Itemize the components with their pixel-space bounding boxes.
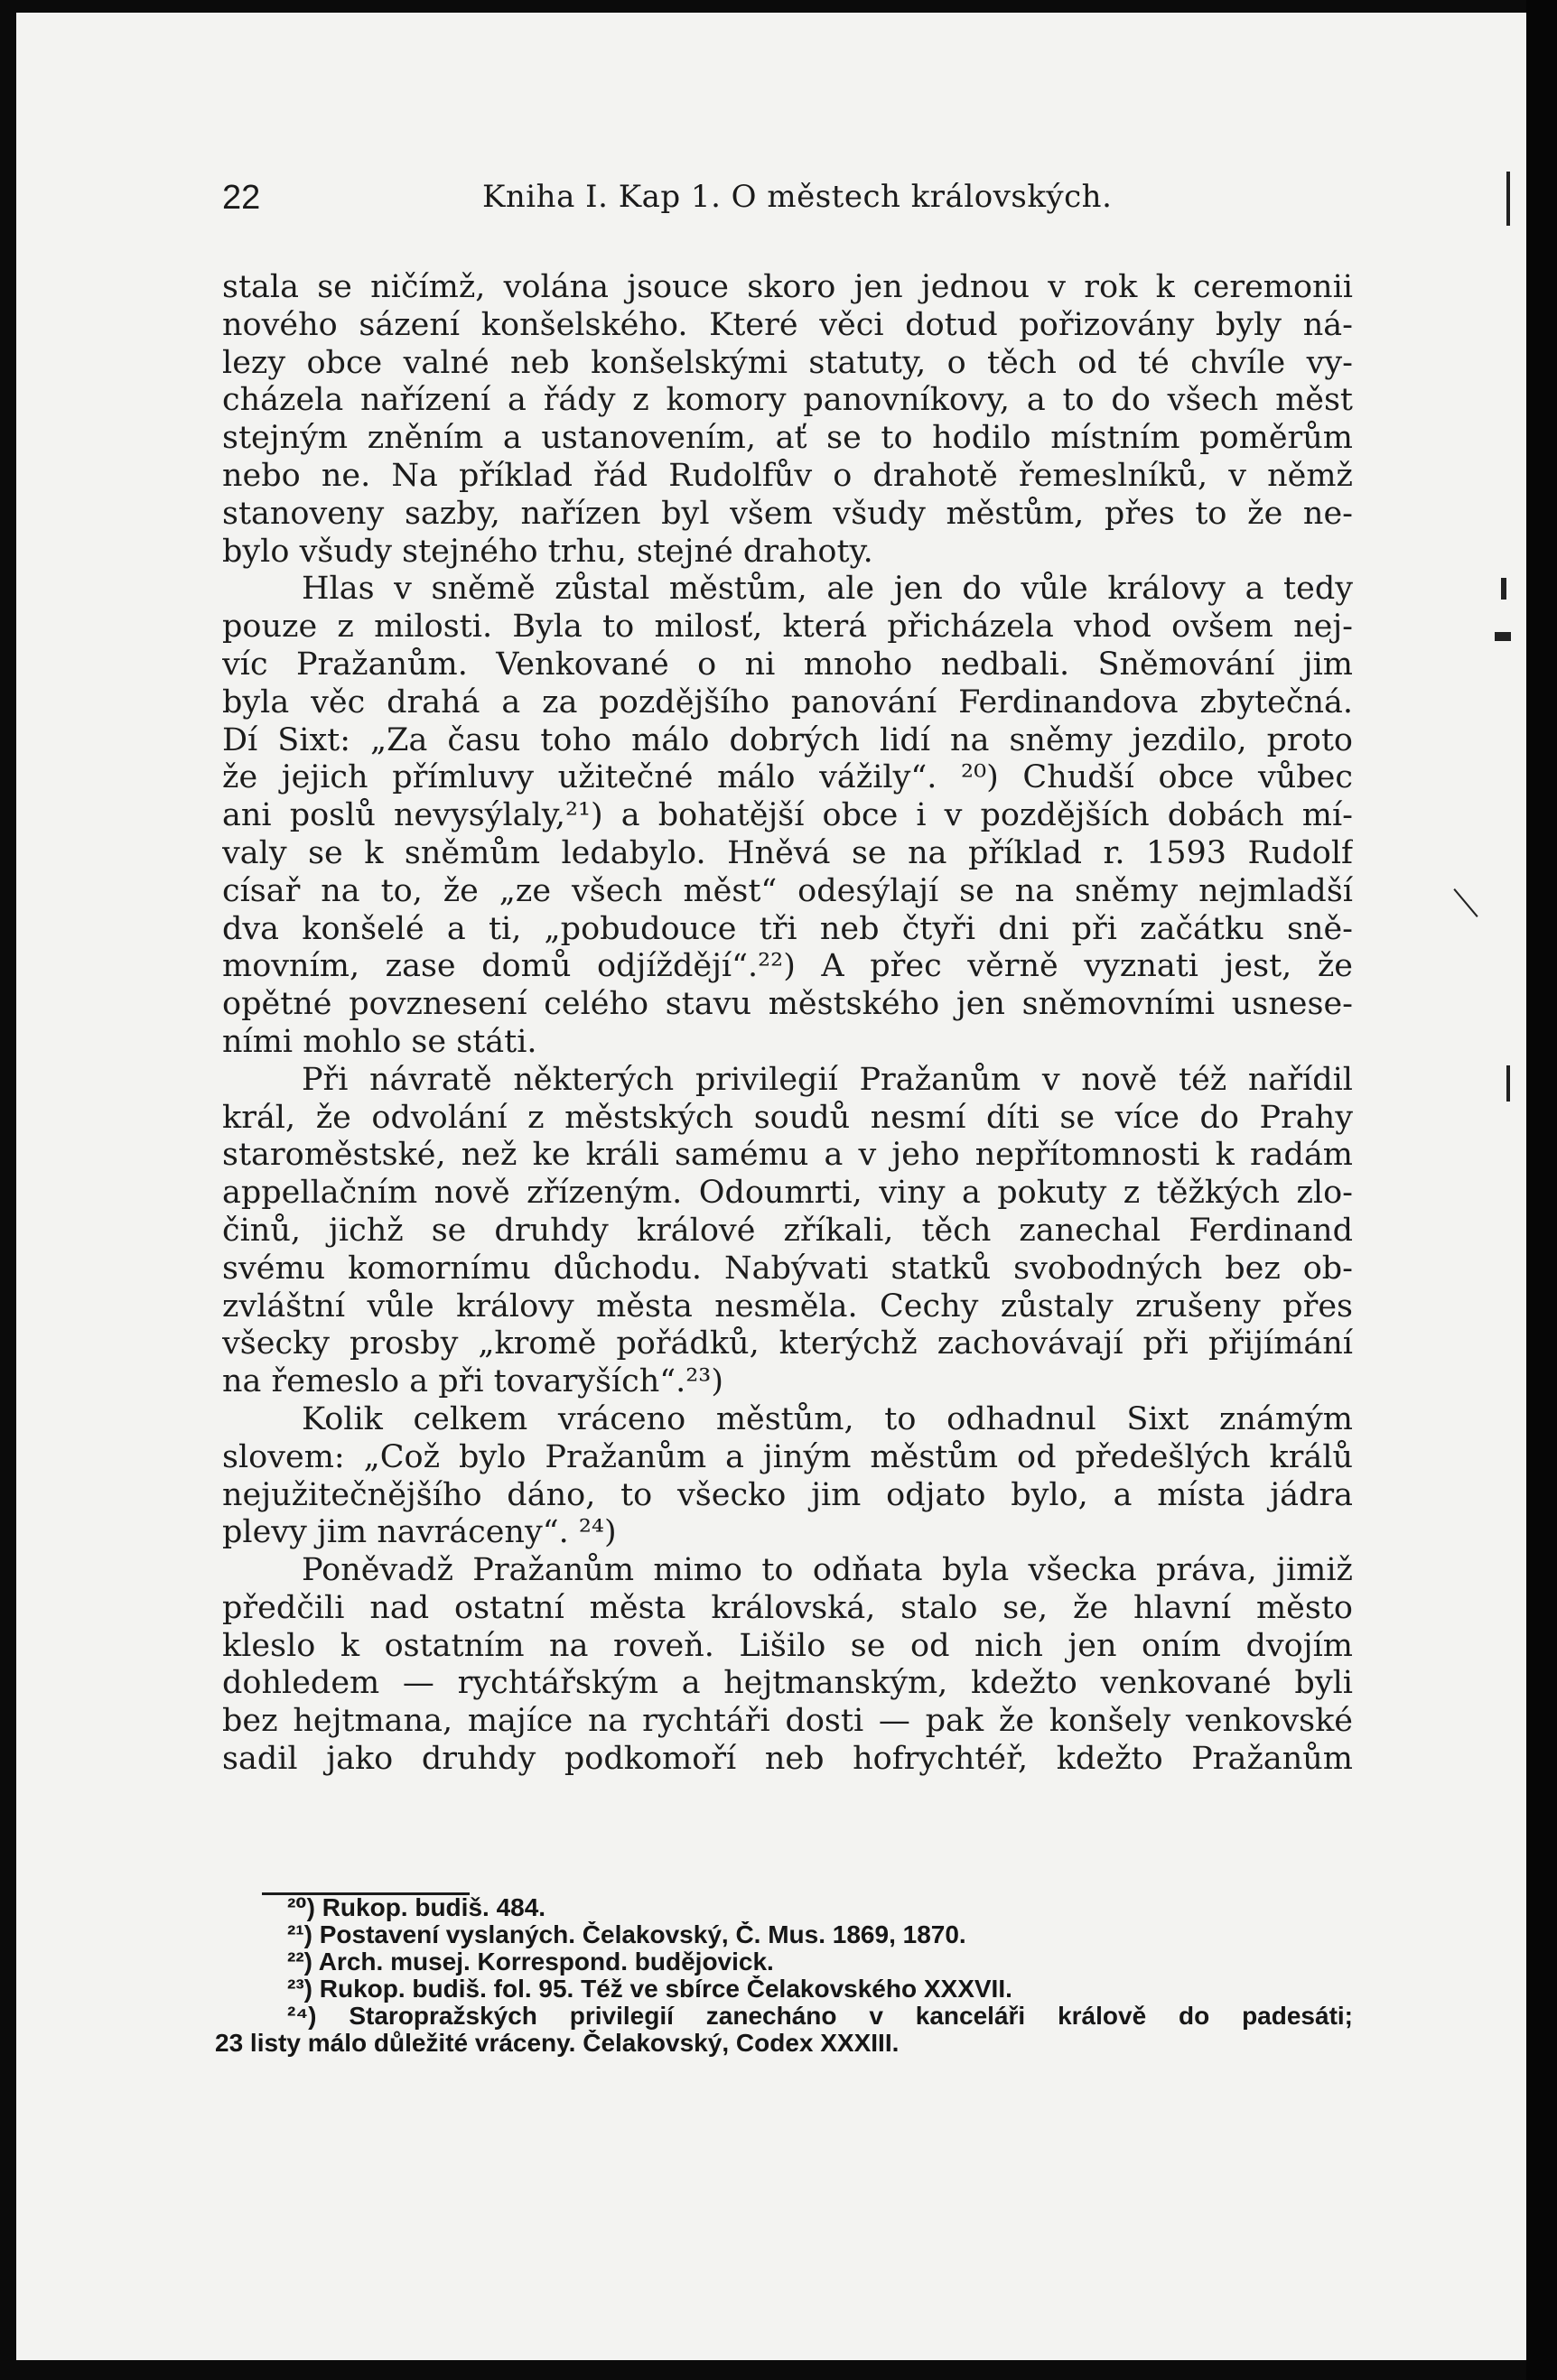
footnote-continuation: 23 listy málo důležité vráceny. Čelakovský, Codex XXXIII. bbox=[215, 2030, 900, 2057]
text-line: že jejich přímluvy užitečné málo vážily“. ²⁰) Chudší obce vůbec bbox=[222, 759, 1353, 796]
text-line: všecky prosby „kromě pořádků, kterýchž zachovávají při přijímání bbox=[222, 1325, 1353, 1362]
text-line: bylo všudy stejného trhu, stejné drahoty. bbox=[222, 533, 873, 570]
text-line: svému komornímu důchodu. Nabývati statků svobodných bez ob- bbox=[222, 1250, 1353, 1287]
text-line: Dí Sixt: „Za času toho málo dobrých lidí na sněmy jezdilo, proto bbox=[222, 721, 1353, 758]
text-line: ani poslů nevysýlaly,²¹) a bohatější obce i v pozdějších dobách mí- bbox=[222, 797, 1353, 834]
text-line: slovem: „Což bylo Pražanům a jiným městům od předešlých králů bbox=[222, 1438, 1353, 1475]
text-line: dohledem — rychtářským a hejtmanským, kdežto venkované byli bbox=[222, 1665, 1353, 1702]
text-line: movním, zase domů odjíždějí“.²²) A přec věrně vyznati jest, že bbox=[222, 948, 1353, 985]
text-line: král, že odvolání z městských soudů nesmí díti se více do Prahy bbox=[222, 1099, 1353, 1136]
text-line: pouze z milosti. Byla to milosť, která přicházela vhod ovšem nej- bbox=[222, 609, 1353, 646]
text-line: císař na to, že „ze všech měst“ odesýlají se na sněmy nejmladší bbox=[222, 872, 1353, 909]
text-line: nejužitečnějšího dáno, to všecko jim odjato bylo, a místa jádra bbox=[222, 1476, 1353, 1513]
footnote: ²⁴) Staropražských privilegií zanecháno v kanceláři králově do padesáti; bbox=[287, 2003, 1353, 2030]
text-line: staroměstské, než ke králi samému a v jeho nepřítomnosti k radám bbox=[222, 1137, 1353, 1174]
text-line: sadil jako druhdy podkomoří neb hofrychtéř, kdežto Pražanům bbox=[222, 1741, 1353, 1778]
text-line: Poněvadž Pražanům mimo to odňata byla všecka práva, jimiž bbox=[302, 1552, 1353, 1589]
text-line: stanoveny sazby, nařízen byl všem všudy městům, přes to že ne- bbox=[222, 495, 1353, 532]
text-line: víc Pražanům. Venkované o ni mnoho nedbali. Sněmování jim bbox=[222, 646, 1353, 683]
text-line: nebo ne. Na příklad řád Rudolfův o drahotě řemeslníků, v němž bbox=[222, 457, 1353, 494]
text-line: cházela nařízení a řády z komory panovníkovy, a to do všech měst bbox=[222, 382, 1353, 419]
footnote: ²³) Rukop. budiš. fol. 95. Též ve sbírce Čelakovského XXXVII. bbox=[287, 1976, 1012, 2003]
text-line: zvláštní vůle královy města nesměla. Cechy zůstaly zrušeny přes bbox=[222, 1288, 1353, 1325]
footnotes bbox=[215, 1894, 1353, 2057]
footnote: ²⁰) Rukop. budiš. 484. bbox=[287, 1894, 546, 1921]
text-line: bez hejtmana, majíce na rychtáři dosti — pak že konšely venkovské bbox=[222, 1703, 1353, 1740]
text-line: nového sázení konšelského. Které věci dotud pořizovány byly ná- bbox=[222, 306, 1353, 343]
margin-mark bbox=[1506, 172, 1510, 226]
text-line: Při návratě některých privilegií Pražanům v nově též nařídil bbox=[302, 1061, 1353, 1098]
text-line: předčili nad ostatní města královská, stalo se, že hlavní město bbox=[222, 1589, 1353, 1626]
text-line: lezy obce valné neb konšelskými statuty, o těch od té chvíle vy- bbox=[222, 344, 1353, 381]
text-line: opětné povznesení celého stavu městského jen sněmovními usnese- bbox=[222, 986, 1353, 1023]
margin-mark bbox=[1495, 632, 1511, 641]
footnote: ²¹) Postavení vyslaných. Čelakovský, Č. Mus. 1869, 1870. bbox=[287, 1921, 966, 1948]
text-line: dva konšelé a ti, „pobudouce tři neb čtyři dni při začátku sně- bbox=[222, 910, 1353, 947]
text-line: stala se ničímž, volána jsouce skoro jen jednou v rok k ceremonii bbox=[222, 269, 1353, 305]
running-head bbox=[204, 179, 1378, 224]
text-line: valy se k sněmům ledabylo. Hněvá se na příklad r. 1593 Rudolf bbox=[222, 834, 1353, 871]
text-line: stejným zněním a ustanovením, ať se to hodilo místním poměrům bbox=[222, 420, 1353, 457]
chapter-title: Kniha I. Kap 1. O městech královských. bbox=[482, 179, 1113, 215]
page-number: 22 bbox=[222, 179, 261, 217]
margin-mark bbox=[1501, 578, 1506, 600]
margin-mark bbox=[1506, 1065, 1510, 1102]
text-line: Kolik celkem vráceno městům, to odhadnul Sixt známým bbox=[302, 1400, 1353, 1437]
text-line: byla věc drahá a za pozdějšího panování Ferdinandova zbytečná. bbox=[222, 683, 1353, 721]
scan-edge bbox=[1526, 0, 1557, 2380]
text-line: appellačním nově zřízeným. Odoumrti, viny a pokuty z těžkých zlo- bbox=[222, 1175, 1353, 1212]
text-line: činů, jichž se druhdy králové zříkali, těch zanechal Ferdinand bbox=[222, 1212, 1353, 1249]
text-line: Hlas v sněmě zůstal městům, ale jen do vůle královy a tedy bbox=[302, 571, 1353, 608]
text-line: ními mohlo se státi. bbox=[222, 1023, 537, 1060]
text-line: kleslo k ostatním na roveň. Lišilo se od nich jen oním dvojím bbox=[222, 1627, 1353, 1664]
text-line: na řemeslo a při tovaryších“.²³) bbox=[222, 1363, 723, 1400]
footnote: ²²) Arch. musej. Korrespond. budějovick. bbox=[287, 1948, 774, 1976]
body-text bbox=[222, 269, 1353, 1779]
text-line: plevy jim navráceny“. ²⁴) bbox=[222, 1514, 617, 1551]
